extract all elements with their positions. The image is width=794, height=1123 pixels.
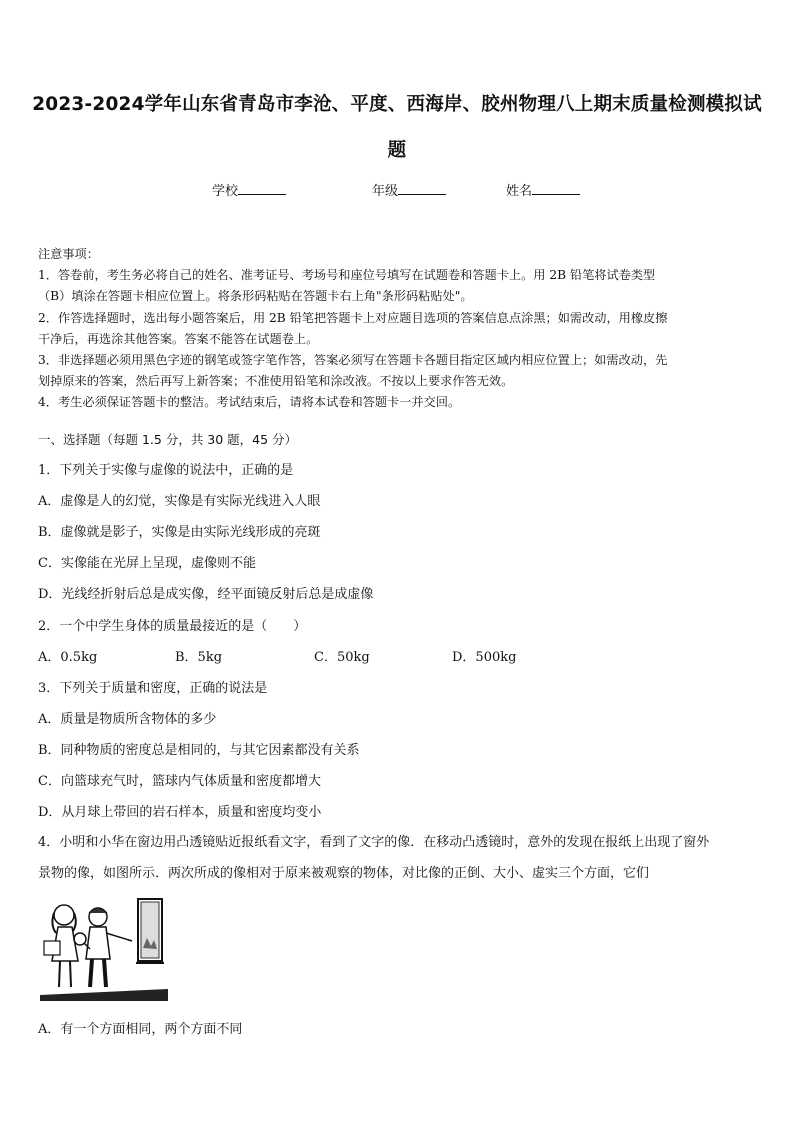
exam-title: [20, 82, 774, 174]
question-4-stem-line-2: 景物的像，如图所示．两次所成的像相对于原来被观察的物体，对比像的正倒、大小、虚实三个方面，它们: [38, 866, 650, 881]
boy-arm: [106, 933, 132, 941]
question-1-option-b[interactable]: B．虚像就是影子，实像是由实际光线形成的亮斑: [38, 525, 321, 540]
note-line: 3．非选择题必须用黑色字迹的钢笔或签字笔作答，答案必须写在答题卡各题目指定区域内相应位置上；如需改动，先: [38, 353, 668, 368]
children-lens-window-drawing: [40, 893, 168, 1001]
question-4-stem-line-1: 4．小明和小华在窗边用凸透镜贴近报纸看文字，看到了文字的像．在移动凸透镜时，意外的发现在报纸上出现了窗外: [38, 835, 710, 850]
school-label: 学校: [212, 184, 239, 199]
floor-shadow: [40, 989, 168, 1001]
grade-blank[interactable]: [398, 180, 446, 195]
question-4-illustration: [40, 893, 168, 1001]
note-line: 2．作答选择题时，选出每小题答案后，用 2B 铅笔把答题卡上对应题目选项的答案信息点涂黑；如需改动，用橡皮擦: [38, 310, 668, 325]
grade-field: [372, 180, 446, 199]
name-label: 姓名: [506, 184, 533, 199]
question-2-stem: 2．一个中学生身体的质量最接近的是（ ）: [38, 619, 307, 634]
question-4-stem: [38, 827, 768, 889]
question-3-option-d[interactable]: D．从月球上带回的岩石样本，质量和密度均变小: [38, 805, 322, 820]
exam-notes: [38, 244, 760, 414]
school-blank[interactable]: [238, 180, 286, 195]
name-field: [506, 180, 580, 199]
note-line: （B）填涂在答题卡相应位置上。将条形码粘贴在答题卡右上角"条形码粘贴处"。: [38, 289, 473, 304]
notes-heading: 注意事项：: [38, 247, 99, 261]
school-field: [212, 180, 286, 199]
window-glass: [141, 902, 159, 958]
note-line: 4．考生必须保证答题卡的整洁。考试结束后，请将本试卷和答题卡一并交回。: [38, 395, 461, 410]
question-3-option-c[interactable]: C．向篮球充气时，篮球内气体质量和密度都增大: [38, 774, 321, 789]
grade-label: 年级: [372, 184, 399, 199]
question-2-option-a[interactable]: A．0.5kg: [38, 650, 98, 665]
question-2-option-c[interactable]: C．50kg: [314, 650, 370, 665]
question-3-option-a[interactable]: A．质量是物质所含物体的多少: [38, 712, 217, 727]
question-1-option-c[interactable]: C．实像能在光屏上呈现，虚像则不能: [38, 556, 256, 571]
question-3-stem: 3．下列关于质量和密度，正确的说法是: [38, 681, 268, 696]
question-2-option-d[interactable]: D．500kg: [452, 650, 517, 665]
boy-hair: [89, 908, 107, 913]
question-1-option-d[interactable]: D．光线经折射后总是成实像，经平面镜反射后总是成虚像: [38, 587, 374, 602]
title-line-2: 题: [387, 140, 407, 161]
question-1-option-a[interactable]: A．虚像是人的幻觉，实像是有实际光线进入人眼: [38, 494, 321, 509]
title-line-1: 2023-2024学年山东省青岛市李沧、平度、西海岸、胶州物理八上期末质量检测模拟试: [32, 94, 762, 115]
name-blank[interactable]: [532, 180, 580, 195]
girl-head: [54, 905, 74, 925]
girl-leg-left: [59, 961, 60, 987]
question-3-option-b[interactable]: B．同种物质的密度总是相同的，与其它因素都没有关系: [38, 743, 360, 758]
note-line: 划掉原来的答案，然后再写上新答案；不准使用铅笔和涂改液。不按以上要求作答无效。: [38, 374, 514, 389]
note-line: 1．答卷前，考生务必将自己的姓名、准考证号、考场号和座位号填写在试题卷和答题卡上。用 2B 铅笔将试卷类型: [38, 268, 656, 283]
newspaper: [44, 941, 60, 955]
question-4-option-a[interactable]: A．有一个方面相同，两个方面不同: [38, 1022, 243, 1037]
boy-trousers: [90, 959, 106, 987]
student-info-fields: [0, 180, 794, 200]
question-1-stem: 1．下列关于实像与虚像的说法中，正确的是: [38, 463, 294, 478]
question-2-option-b[interactable]: B．5kg: [175, 650, 223, 665]
section-heading: 一、选择题（每题 1.5 分，共 30 题，45 分）: [38, 432, 298, 447]
note-line: 干净后，再选涂其他答案。答案不能答在试题卷上。: [38, 331, 319, 346]
girl-leg-right: [70, 961, 71, 987]
boy-shirt: [86, 927, 110, 959]
